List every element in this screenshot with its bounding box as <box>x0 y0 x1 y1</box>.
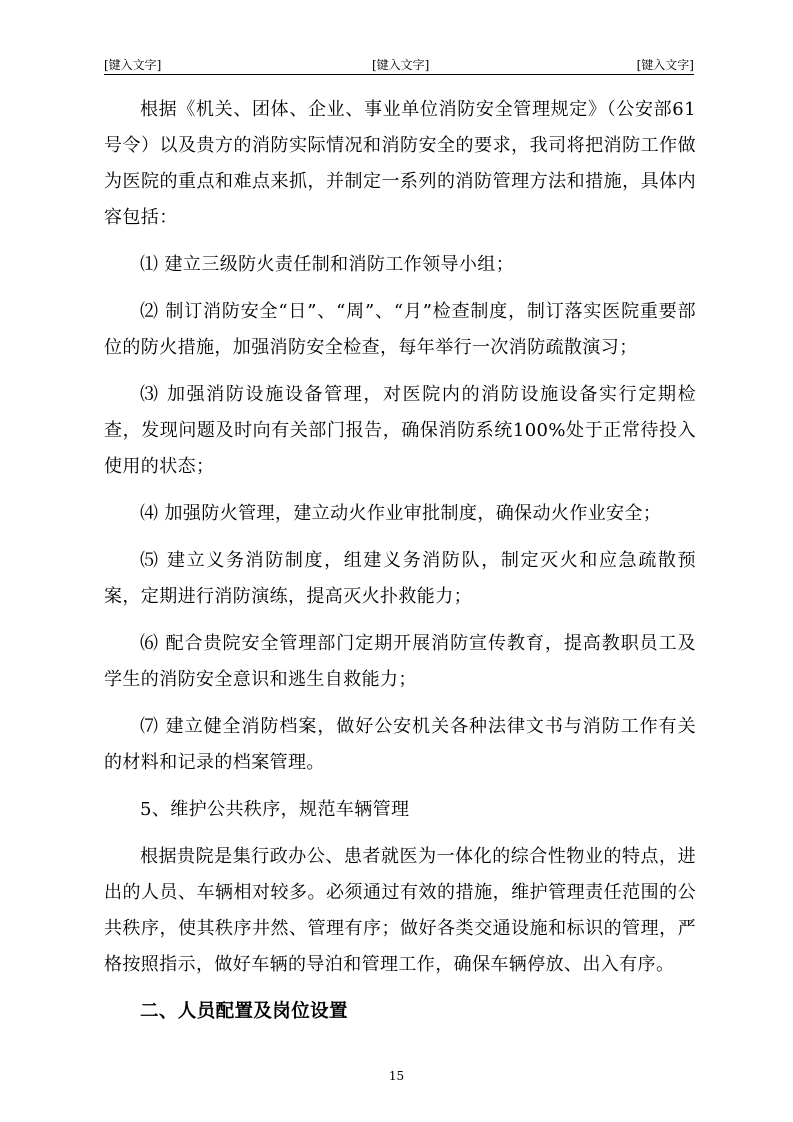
intro-paragraph: 根据《机关、团体、企业、事业单位消防安全管理规定》（公安部61号令）以及贵方的消防实际情况和消防安全的要求，我司将把消防工作做为医院的重点和难点来抓，并制定一系列的消防管理方法和措施，具体内容包括： <box>104 99 696 228</box>
traffic-paragraph: 根据贵院是集行政办公、患者就医为一体化的综合性物业的特点，进出的人员、车辆相对较多。必须通过有效的措施，维护管理责任范围的公共秩序，使其秩序井然、管理有序；做好各类交通设施和标识的管理，严格按照指示，做好车辆的导泊和管理工作，确保车辆停放、出入有序。 <box>104 846 696 975</box>
subsection-heading: 5、维护公共秩序，规范车辆管理 <box>140 799 410 820</box>
list-item-3: ⑶ 加强消防设施设备管理，对医院内的消防设施设备实行定期检查，发现问题及时向有关部门报告，确保消防系统100%处于正常待投入使用的状态； <box>104 384 696 477</box>
list-item-1: ⑴ 建立三级防火责任制和消防工作领导小组； <box>140 254 515 275</box>
list-item-5: ⑸ 建立义务消防制度，组建义务消防队，制定灭火和应急疏散预案，定期进行消防演练，提高灭火扑救能力； <box>104 550 696 607</box>
header-center-placeholder[interactable]: [键入文字] <box>372 58 430 72</box>
page-number: 15 <box>388 1069 405 1083</box>
page-header <box>104 56 694 75</box>
list-item-7: ⑺ 建立健全消防档案，做好公安机关各种法律文书与消防工作有关的材料和记录的档案管理。 <box>104 716 696 773</box>
section-title: 二、人员配置及岗位设置 <box>140 1001 348 1022</box>
list-item-6: ⑹ 配合贵院安全管理部门定期开展消防宣传教育，提高教职员工及学生的消防安全意识和逃生自救能力； <box>104 633 696 690</box>
header-right-placeholder[interactable]: [键入文字] <box>636 58 694 72</box>
document-body <box>104 92 696 1041</box>
list-item-2: ⑵ 制订消防安全“日”、“周”、“月”检查制度，制订落实医院重要部位的防火措施，加强消防安全检查，每年举行一次消防疏散演习； <box>104 301 696 358</box>
header-left-placeholder[interactable]: [键入文字] <box>104 58 162 72</box>
list-item-4: ⑷ 加强防火管理，建立动火作业审批制度，确保动火作业安全； <box>140 503 662 524</box>
